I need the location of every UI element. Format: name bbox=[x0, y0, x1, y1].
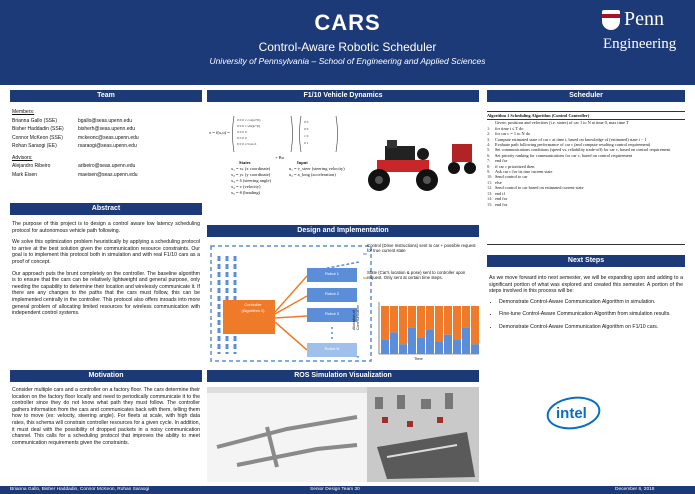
bar-segment-orange bbox=[453, 306, 461, 340]
f1tenth-car-image bbox=[365, 138, 445, 200]
penn-shield-icon bbox=[602, 10, 620, 30]
algorithm-line: 2: for car c = 1 to N do bbox=[487, 131, 530, 137]
bar-segment-orange bbox=[417, 306, 425, 337]
motivation-heading: Motivation bbox=[10, 370, 202, 382]
penn-logo-text: Penn bbox=[624, 8, 664, 30]
algorithm-box bbox=[487, 111, 685, 245]
abstract-paragraph: The purpose of this project is to design a control aware low latency scheduling protocol for autonomous vehicle path following. bbox=[12, 221, 200, 234]
member-row: Bisher Haddadin (SSE) bisherh@seas.upenn.edu bbox=[12, 126, 136, 132]
member-email[interactable]: bgallo@seas.upenn.edu bbox=[78, 117, 133, 124]
robot-label: Robot 2 bbox=[324, 291, 339, 296]
bar-segment-blue bbox=[408, 328, 416, 354]
algorithm-line: 1: for time t ≤ T do bbox=[487, 125, 524, 131]
bar-segment-blue bbox=[426, 330, 434, 354]
member-row: Brianna Gallo (SSE) bgallo@seas.upenn.edu bbox=[12, 117, 133, 124]
motivation-text: Consider multiple cars and a controller on a factory floor. The cars determine their location on the factory floor locally and need to periodically communicate it to the controller since they do not know what path they must follow. The controller gathers information from the cars and communicates back with them, telling them how to move (ex: velocity, steering angle). For fleets at scale, with high data rates, this schema will constrain controller resources for a given cycle. In addition, it must deal with the possibility of dropped packets in a noisy communication channel. This calls for a scheduling protocol that improves the ability to meet communication requirements given the constraints. bbox=[12, 387, 200, 446]
bar-segment-orange bbox=[408, 306, 416, 328]
members-label: Members: bbox=[12, 109, 35, 115]
algorithm-line: 10: Send control to car bbox=[487, 174, 528, 180]
control-note: Control (Drive Instructions) sent to car + possible request for true current state bbox=[367, 243, 476, 254]
advisor-email[interactable]: maeisen@seas.upenn.edu bbox=[78, 171, 138, 178]
f1tenth-car-front bbox=[448, 138, 478, 178]
next-step-item: • Fine-tune Control-Aware Communication Algorithm from simulation results. bbox=[499, 311, 683, 318]
team-heading: Team bbox=[10, 90, 202, 102]
ros-heading: ROS Simulation Visualization bbox=[207, 370, 479, 382]
advisor-row: Mark Eisen maeisen@seas.upenn.edu bbox=[12, 171, 138, 178]
bar-segment-blue bbox=[444, 335, 452, 354]
svg-text:intel: intel bbox=[556, 405, 587, 422]
svg-text:0 0 0 v/l tan δ: 0 0 0 v/l tan δ bbox=[237, 142, 257, 146]
algorithm-line: 6: Set priority ranking for communications for car c, based on control requirement bbox=[487, 152, 632, 158]
bar-segment-blue bbox=[390, 332, 398, 354]
algorithm-line: 8: if car c prioritized then bbox=[487, 163, 535, 169]
scheduler-heading: Scheduler bbox=[487, 90, 685, 102]
state-note: State (Car's location & pose) sent to controller upon request. Only sent at certain time steps. bbox=[367, 270, 466, 281]
bar-segment-orange bbox=[399, 306, 407, 344]
affiliation: University of Pennsylvania – School of Engineering and Applied Sciences bbox=[209, 56, 486, 66]
algorithm-line: 5: Set communications conditions (speed vs. reliability trade-off) for car c, based on control requirement bbox=[487, 147, 671, 153]
dynamics-heading: F1/10 Vehicle Dynamics bbox=[207, 90, 479, 102]
intel-logo bbox=[546, 395, 601, 431]
chart-ylabel: Allocation of Communication bbox=[352, 305, 360, 330]
bar-segment-orange bbox=[462, 306, 470, 328]
algorithm-line: 3: Compute estimated state of car c at time t, based on knowledge of (estimated) state t − 1 bbox=[487, 136, 647, 142]
states-label: States bbox=[239, 160, 251, 165]
footer-authors: Brianna Gallo, Bisher Haddadin, Connor McKeon, Rohan Saraogi bbox=[10, 487, 150, 492]
advisor-email[interactable]: aribeiro@seas.upenn.edu bbox=[78, 163, 136, 169]
bar-segment-orange bbox=[435, 306, 443, 342]
algorithm-line: 13: end if bbox=[487, 190, 505, 196]
poster-title: CARS bbox=[314, 10, 381, 35]
svg-text:0 0 0 0: 0 0 0 0 bbox=[237, 130, 247, 134]
allocation-chart bbox=[379, 302, 479, 354]
next-steps-heading: Next Steps bbox=[487, 255, 685, 267]
states-list: x₁ = xₖ (x coordinate) x₂ = yₖ (y coordinate) x₃ = δ (steering angle) x₄ = v (velocity) x₅ = θ (heading) bbox=[231, 166, 271, 195]
bar-segment-orange bbox=[390, 306, 398, 332]
svg-text:0 1: 0 1 bbox=[304, 141, 309, 145]
bar-segment-blue bbox=[417, 337, 425, 354]
bar-segment-orange bbox=[381, 306, 389, 340]
svg-text:0 0 0 0: 0 0 0 0 bbox=[237, 136, 247, 140]
next-steps-text bbox=[489, 275, 683, 337]
algorithm-line: 7: end for bbox=[487, 158, 508, 164]
abstract-paragraph: We solve this optimization problem heuristically by applying a scheduling protocol to arrive at the best solution given the communication resource constraints. Our goal is to implement this protocol both in simulation and with real F1/10 cars as a proof of concept. bbox=[12, 239, 200, 265]
svg-text:0 0 0 v cos(ψ+β): 0 0 0 v cos(ψ+β) bbox=[237, 118, 261, 122]
equation-lhs: ẋ = f(x,u) = bbox=[209, 130, 230, 135]
svg-text:1 0: 1 0 bbox=[304, 134, 309, 138]
bar-segment-blue bbox=[381, 340, 389, 354]
ros-simulation-image bbox=[207, 387, 479, 482]
poster-header bbox=[0, 0, 695, 85]
svg-text:0 0: 0 0 bbox=[304, 120, 309, 124]
input-label: Input bbox=[297, 160, 308, 165]
bar-segment-blue bbox=[453, 340, 461, 354]
poster-subtitle: Control-Aware Robotic Scheduler bbox=[258, 40, 437, 54]
algorithm-line: Given: positions and velocities (i.e. states) of car 1 to N at time 0, max time T bbox=[495, 120, 629, 126]
algorithm-line: 9: Ask car c for its true current state bbox=[487, 169, 553, 175]
algorithm-title: Algorithm 1 Scheduling Algorithm (Control Controller) bbox=[487, 112, 685, 120]
next-steps-intro: As we move forward into next semester, we will be expanding upon and adding to a significant portion of what was explored and created this semester. A portion of the steps involved in this process will be: bbox=[489, 275, 683, 295]
algorithm-line: 4: Evaluate path following performance of car c (and compute resulting control requirement) bbox=[487, 142, 651, 148]
controller-label: Controller (Algorithm 1) bbox=[241, 302, 265, 313]
robot-label: Robot 1 bbox=[324, 271, 339, 276]
member-email[interactable]: rsaraogi@seas.upenn.edu bbox=[78, 143, 137, 149]
svg-text:0 0 0 v sin(ψ+β): 0 0 0 v sin(ψ+β) bbox=[237, 124, 260, 128]
team-list bbox=[12, 108, 200, 179]
state-matrix bbox=[231, 114, 359, 154]
bar-segment-blue bbox=[471, 344, 479, 354]
footer bbox=[0, 486, 695, 494]
advisor-row: Alejandro Ribeiro aribeiro@seas.upenn.edu bbox=[12, 163, 136, 169]
member-row: Rohan Saraogi (EE) rsaraogi@seas.upenn.edu bbox=[12, 143, 137, 149]
robot-label: Robot N bbox=[324, 346, 340, 351]
abstract-text bbox=[12, 221, 200, 322]
algorithm-line: 12: Send control to car based on estimated current state bbox=[487, 185, 584, 191]
abstract-paragraph: Our approach puts the brunt completely on the controller. The baseline algorithm is to ensure that the cars can be relatively lightweight and general purpose, only needing the capability to determine their location and wirelessly communicate it. If there are any changes to the paths that the cars must follow, this can be implemented centrally in the controller. This protocol also offers inroads into more general problem of allocating limited resources for wireless communication with independent control systems. bbox=[12, 270, 200, 317]
next-step-item: • Demonstrate Control-Aware Communication Algorithm on F1/10 cars. bbox=[499, 324, 683, 331]
dynamics-equations bbox=[209, 108, 359, 218]
bar-segment-orange bbox=[444, 306, 452, 335]
chart-xlabel: Time bbox=[414, 356, 423, 361]
inputs-list: u₁ = v_steer (steering velocity) u₂ = a_long (acceleration) bbox=[289, 166, 345, 177]
equation-rhs: + Bu bbox=[275, 155, 284, 160]
algorithm-line: 15: end for bbox=[487, 201, 508, 207]
bar-segment-blue bbox=[399, 344, 407, 354]
bar-segment-blue bbox=[462, 328, 470, 354]
member-email[interactable]: mckeonc@seas.upenn.edu bbox=[78, 134, 139, 141]
footer-team: Senior Design Team 30 bbox=[310, 487, 360, 492]
design-heading: Design and Implementation bbox=[207, 225, 479, 237]
bar-segment-orange bbox=[426, 306, 434, 330]
algorithm-line: 11: else bbox=[487, 179, 502, 185]
footer-date: December 6, 2018 bbox=[615, 487, 655, 492]
next-step-item: • Demonstrate Control-Aware Communication Algorithm in simulation. bbox=[499, 299, 683, 306]
robot-label: Robot 3 bbox=[324, 311, 339, 316]
advisors-label: Advisors: bbox=[12, 154, 33, 161]
bar-segment-blue bbox=[435, 342, 443, 354]
bar-segment-orange bbox=[471, 306, 479, 344]
algorithm-line: 14: end for bbox=[487, 196, 508, 202]
engineering-logo-text: Engineering bbox=[603, 36, 677, 52]
abstract-heading: Abstract bbox=[10, 203, 202, 215]
svg-text:0 0: 0 0 bbox=[304, 127, 309, 131]
member-row: Connor McKeon (SSE) mckeonc@seas.upenn.edu bbox=[12, 134, 139, 141]
member-email[interactable]: bisherh@seas.upenn.edu bbox=[78, 126, 136, 132]
